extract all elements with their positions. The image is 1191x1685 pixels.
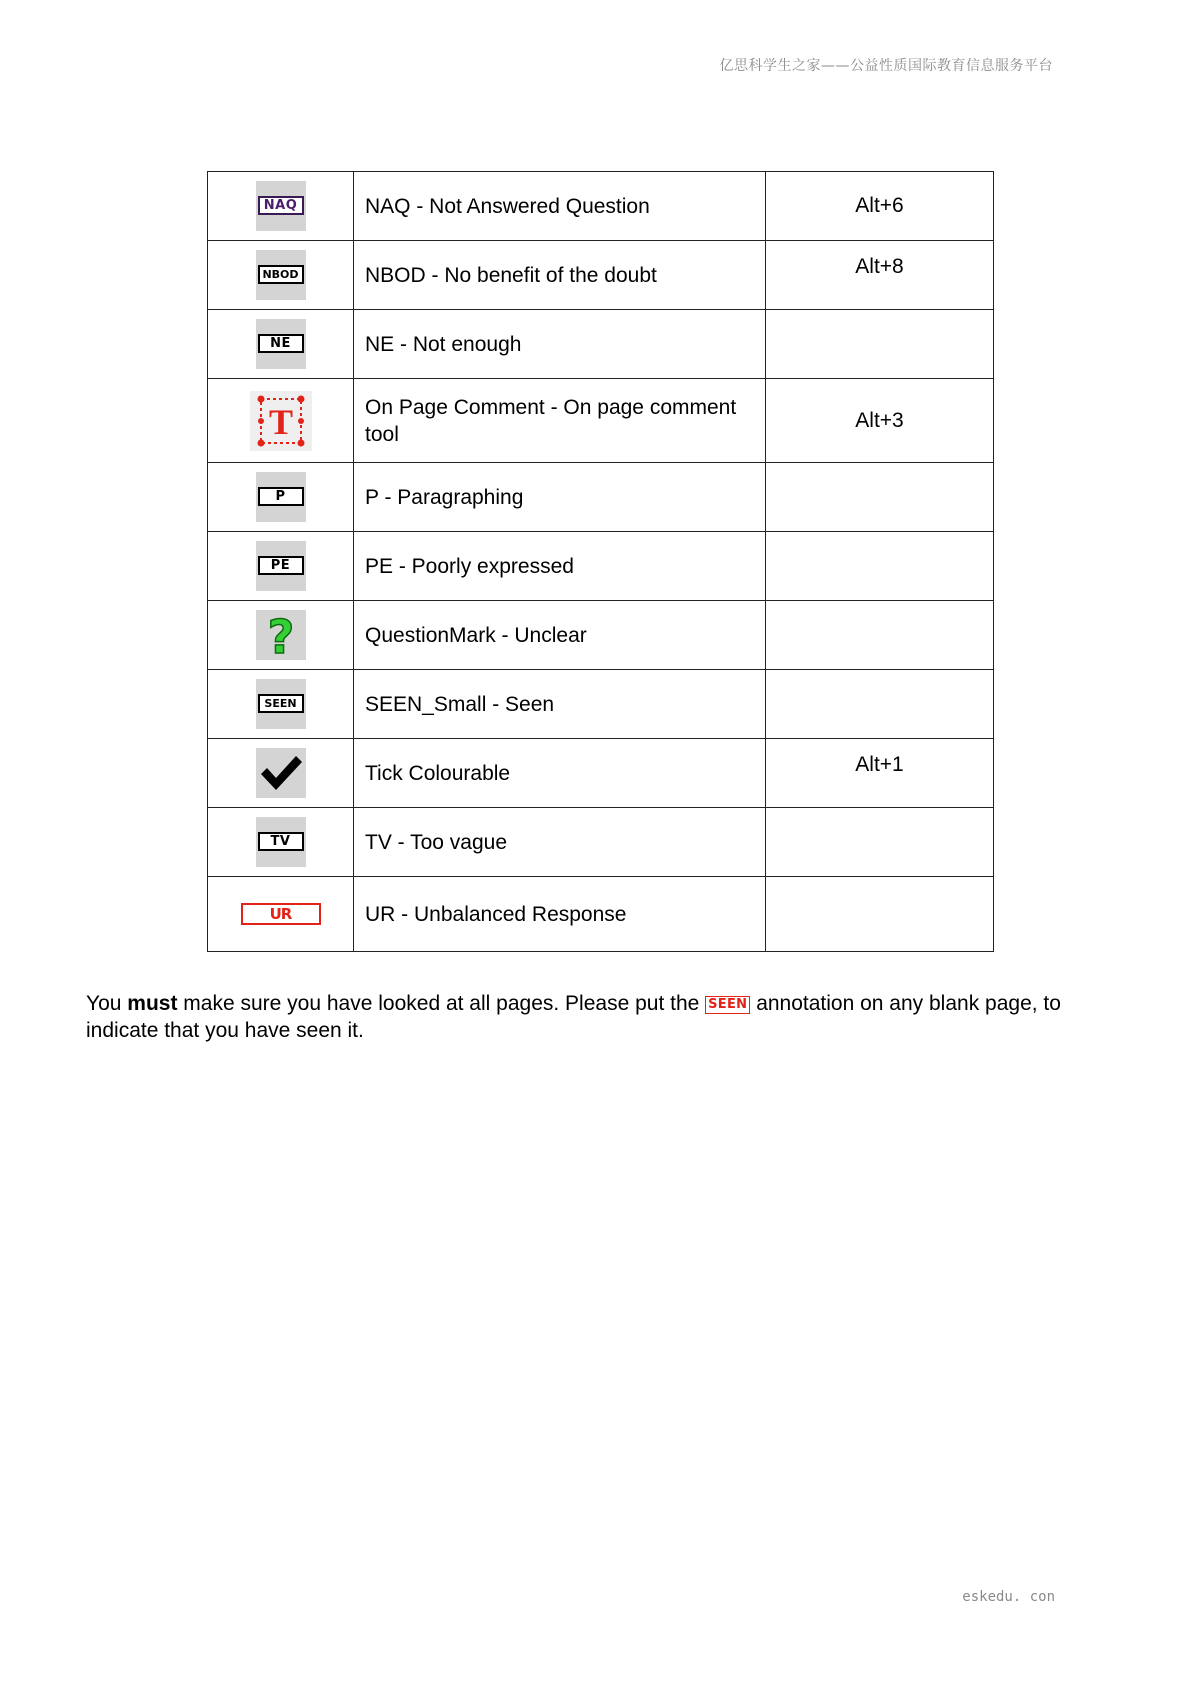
table-row: [208, 877, 994, 952]
text-comment-icon[interactable]: [250, 391, 312, 451]
annotation-description: PE - Poorly expressed: [354, 532, 766, 601]
p-stamp-icon[interactable]: P: [256, 472, 306, 522]
page-header: 亿思科学生之家——公益性质国际教育信息服务平台: [719, 58, 1053, 74]
ur-stamp-icon[interactable]: UR: [241, 903, 321, 925]
annotation-description: SEEN_Small - Seen: [354, 670, 766, 739]
table-row: [208, 310, 994, 379]
nbod-stamp-icon[interactable]: NBOD: [256, 250, 306, 300]
annotation-shortcut: Alt+3: [766, 379, 994, 463]
annotation-description: QuestionMark - Unclear: [354, 601, 766, 670]
table-row: [208, 463, 994, 532]
annotation-shortcut: [766, 601, 994, 670]
svg-text:?: ?: [267, 610, 294, 660]
annotation-shortcut: [766, 463, 994, 532]
ne-stamp-icon[interactable]: NE: [256, 319, 306, 369]
table-row: [208, 670, 994, 739]
annotation-shortcut: [766, 670, 994, 739]
annotation-shortcut: Alt+1: [766, 739, 994, 808]
annotation-table: [207, 171, 994, 952]
question-mark-icon[interactable]: [256, 610, 306, 660]
annotation-shortcut: [766, 808, 994, 877]
emphasis-must: must: [127, 992, 178, 1015]
annotation-description: NE - Not enough: [354, 310, 766, 379]
table-row: [208, 739, 994, 808]
tick-icon[interactable]: [256, 748, 306, 798]
annotation-shortcut: [766, 532, 994, 601]
annotation-description: NAQ - Not Answered Question: [354, 172, 766, 241]
annotation-description: P - Paragraphing: [354, 463, 766, 532]
pe-stamp-icon[interactable]: PE: [256, 541, 306, 591]
annotation-shortcut: [766, 310, 994, 379]
table-row: [208, 601, 994, 670]
annotation-description: NBOD - No benefit of the doubt: [354, 241, 766, 310]
table-row: [208, 241, 994, 310]
annotation-shortcut: Alt+6: [766, 172, 994, 241]
annotation-shortcut: [766, 877, 994, 952]
page-footer: eskedu. con: [962, 1589, 1055, 1605]
table-row: [208, 379, 994, 463]
svg-text:T: T: [268, 401, 293, 442]
annotation-description: UR - Unbalanced Response: [354, 877, 766, 952]
instruction-paragraph: You must make sure you have looked at all pages. Please put the SEEN annotation on any blank page, to indicate that you have seen it.: [86, 992, 1061, 1042]
annotation-shortcut: Alt+8: [766, 241, 994, 310]
seen-stamp-icon[interactable]: SEEN: [256, 679, 306, 729]
table-row: [208, 532, 994, 601]
annotation-description: Tick Colourable: [354, 739, 766, 808]
annotation-description: TV - Too vague: [354, 808, 766, 877]
seen-stamp-icon: SEEN: [705, 996, 750, 1014]
naq-stamp-icon[interactable]: NAQ: [256, 181, 306, 231]
annotation-description: On Page Comment - On page comment tool: [354, 379, 766, 463]
table-row: [208, 808, 994, 877]
tv-stamp-icon[interactable]: TV: [256, 817, 306, 867]
table-row: [208, 172, 994, 241]
